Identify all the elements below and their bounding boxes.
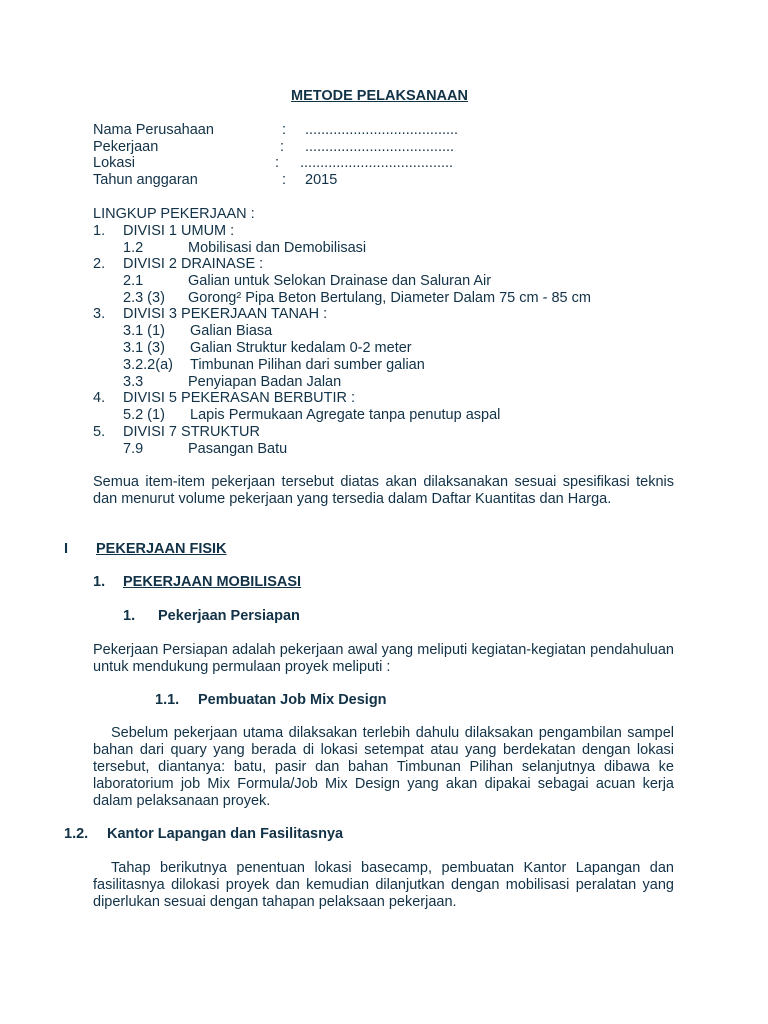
- division-number: 2.: [93, 256, 106, 272]
- item-desc: Mobilisasi dan Demobilisasi: [188, 240, 367, 256]
- document-title: METODE PELAKSANAAN: [291, 88, 468, 104]
- item-code: 3.1 (3): [123, 340, 165, 356]
- item-code: 2.1: [123, 273, 144, 289]
- division-name: DIVISI 5 PEKERASAN BERBUTIR :: [123, 390, 356, 406]
- info-sep-year: :: [282, 172, 287, 188]
- item-code: 2.3 (3): [123, 290, 165, 306]
- info-value-company: ......................................: [305, 122, 459, 138]
- division-number: 1.: [93, 223, 106, 239]
- info-label-work: Pekerjaan: [93, 139, 159, 155]
- division-name: DIVISI 1 UMUM :: [123, 223, 235, 239]
- preparation-paragraph: Pekerjaan Persiapan adalah pekerjaan awal yang meliputi kegiatan-kegiatan pendahuluan untuk mendukung permulaan proyek meliputi :: [93, 642, 674, 675]
- item-heading-number: 1.1.: [155, 692, 180, 708]
- division-name: DIVISI 7 STRUKTUR: [123, 424, 260, 440]
- info-value-location: ......................................: [300, 155, 454, 171]
- info-label-company: Nama Perusahaan: [93, 122, 214, 138]
- scope-summary-paragraph: Semua item-item pekerjaan tersebut diatas akan dilaksanakan sesuai spesifikasi teknis dan menurut volume pekerjaan yang tersedia dalam Daftar Kuantitas dan Harga.: [93, 474, 674, 507]
- division-number: 4.: [93, 390, 106, 406]
- item-desc: Pasangan Batu: [188, 441, 288, 457]
- division-number: 5.: [93, 424, 106, 440]
- item-code: 3.3: [123, 374, 144, 390]
- subsection-title: PEKERJAAN MOBILISASI: [123, 574, 302, 590]
- item-heading-title: Kantor Lapangan dan Fasilitasnya: [107, 826, 344, 842]
- item-desc: Galian untuk Selokan Drainase dan Saluran Air: [188, 273, 492, 289]
- subsubsection-number: 1.: [123, 608, 136, 624]
- item-desc: Lapis Permukaan Agregate tanpa penutup aspal: [190, 407, 501, 423]
- info-sep-location: :: [275, 155, 280, 171]
- item-code: 5.2 (1): [123, 407, 165, 423]
- subsubsection-title: Pekerjaan Persiapan: [158, 608, 300, 624]
- item-desc: Penyiapan Badan Jalan: [188, 374, 342, 390]
- info-sep-company: :: [282, 122, 287, 138]
- field-office-paragraph: Tahap berikutnya penentuan lokasi basecamp, pembuatan Kantor Lapangan dan fasilitasnya dilokasi proyek dan kemudian dilanjutkan dengan mobilisasi peralatan yang diperlukan sesuai dengan tahapan pelaksaan pekerjaan.: [93, 860, 674, 910]
- item-desc: Galian Biasa: [190, 323, 273, 339]
- job-mix-paragraph: Sebelum pekerjaan utama dilaksakan terlebih dahulu dilaksakan pengambilan sampel bahan dari quary yang berada di lokasi setempat atau yang berdekatan dengan lokasi tersebut, diantanya: batu, pasir dan bahan Timbunan Pilihan selanjutnya dibawa ke laboratorium job Mix Formula/Job Mix Design yang akan dipakai sebagai acuan kerja dalam pelaksanaan proyek.: [93, 725, 674, 809]
- section-number: I: [64, 541, 69, 557]
- info-label-year: Tahun anggaran: [93, 172, 198, 188]
- info-label-location: Lokasi: [93, 155, 135, 171]
- info-sep-work: :: [280, 139, 285, 155]
- info-value-year: 2015: [305, 172, 338, 188]
- item-desc: Gorong² Pipa Beton Bertulang, Diameter Dalam 75 cm - 85 cm: [188, 290, 591, 306]
- scope-heading: LINGKUP PEKERJAAN :: [93, 206, 255, 222]
- item-desc: Galian Struktur kedalam 0-2 meter: [190, 340, 412, 356]
- item-heading-title: Pembuatan Job Mix Design: [198, 692, 387, 708]
- item-code: 3.1 (1): [123, 323, 165, 339]
- section-title: PEKERJAAN FISIK: [96, 541, 227, 557]
- division-name: DIVISI 3 PEKERJAAN TANAH :: [123, 306, 328, 322]
- division-number: 3.: [93, 306, 106, 322]
- item-code: 3.2.2(a): [123, 357, 173, 373]
- item-heading-number: 1.2.: [64, 826, 89, 842]
- subsection-number: 1.: [93, 574, 106, 590]
- item-desc: Timbunan Pilihan dari sumber galian: [190, 357, 425, 373]
- division-name: DIVISI 2 DRAINASE :: [123, 256, 264, 272]
- info-value-work: .....................................: [305, 139, 455, 155]
- item-code: 7.9: [123, 441, 144, 457]
- item-code: 1.2: [123, 240, 144, 256]
